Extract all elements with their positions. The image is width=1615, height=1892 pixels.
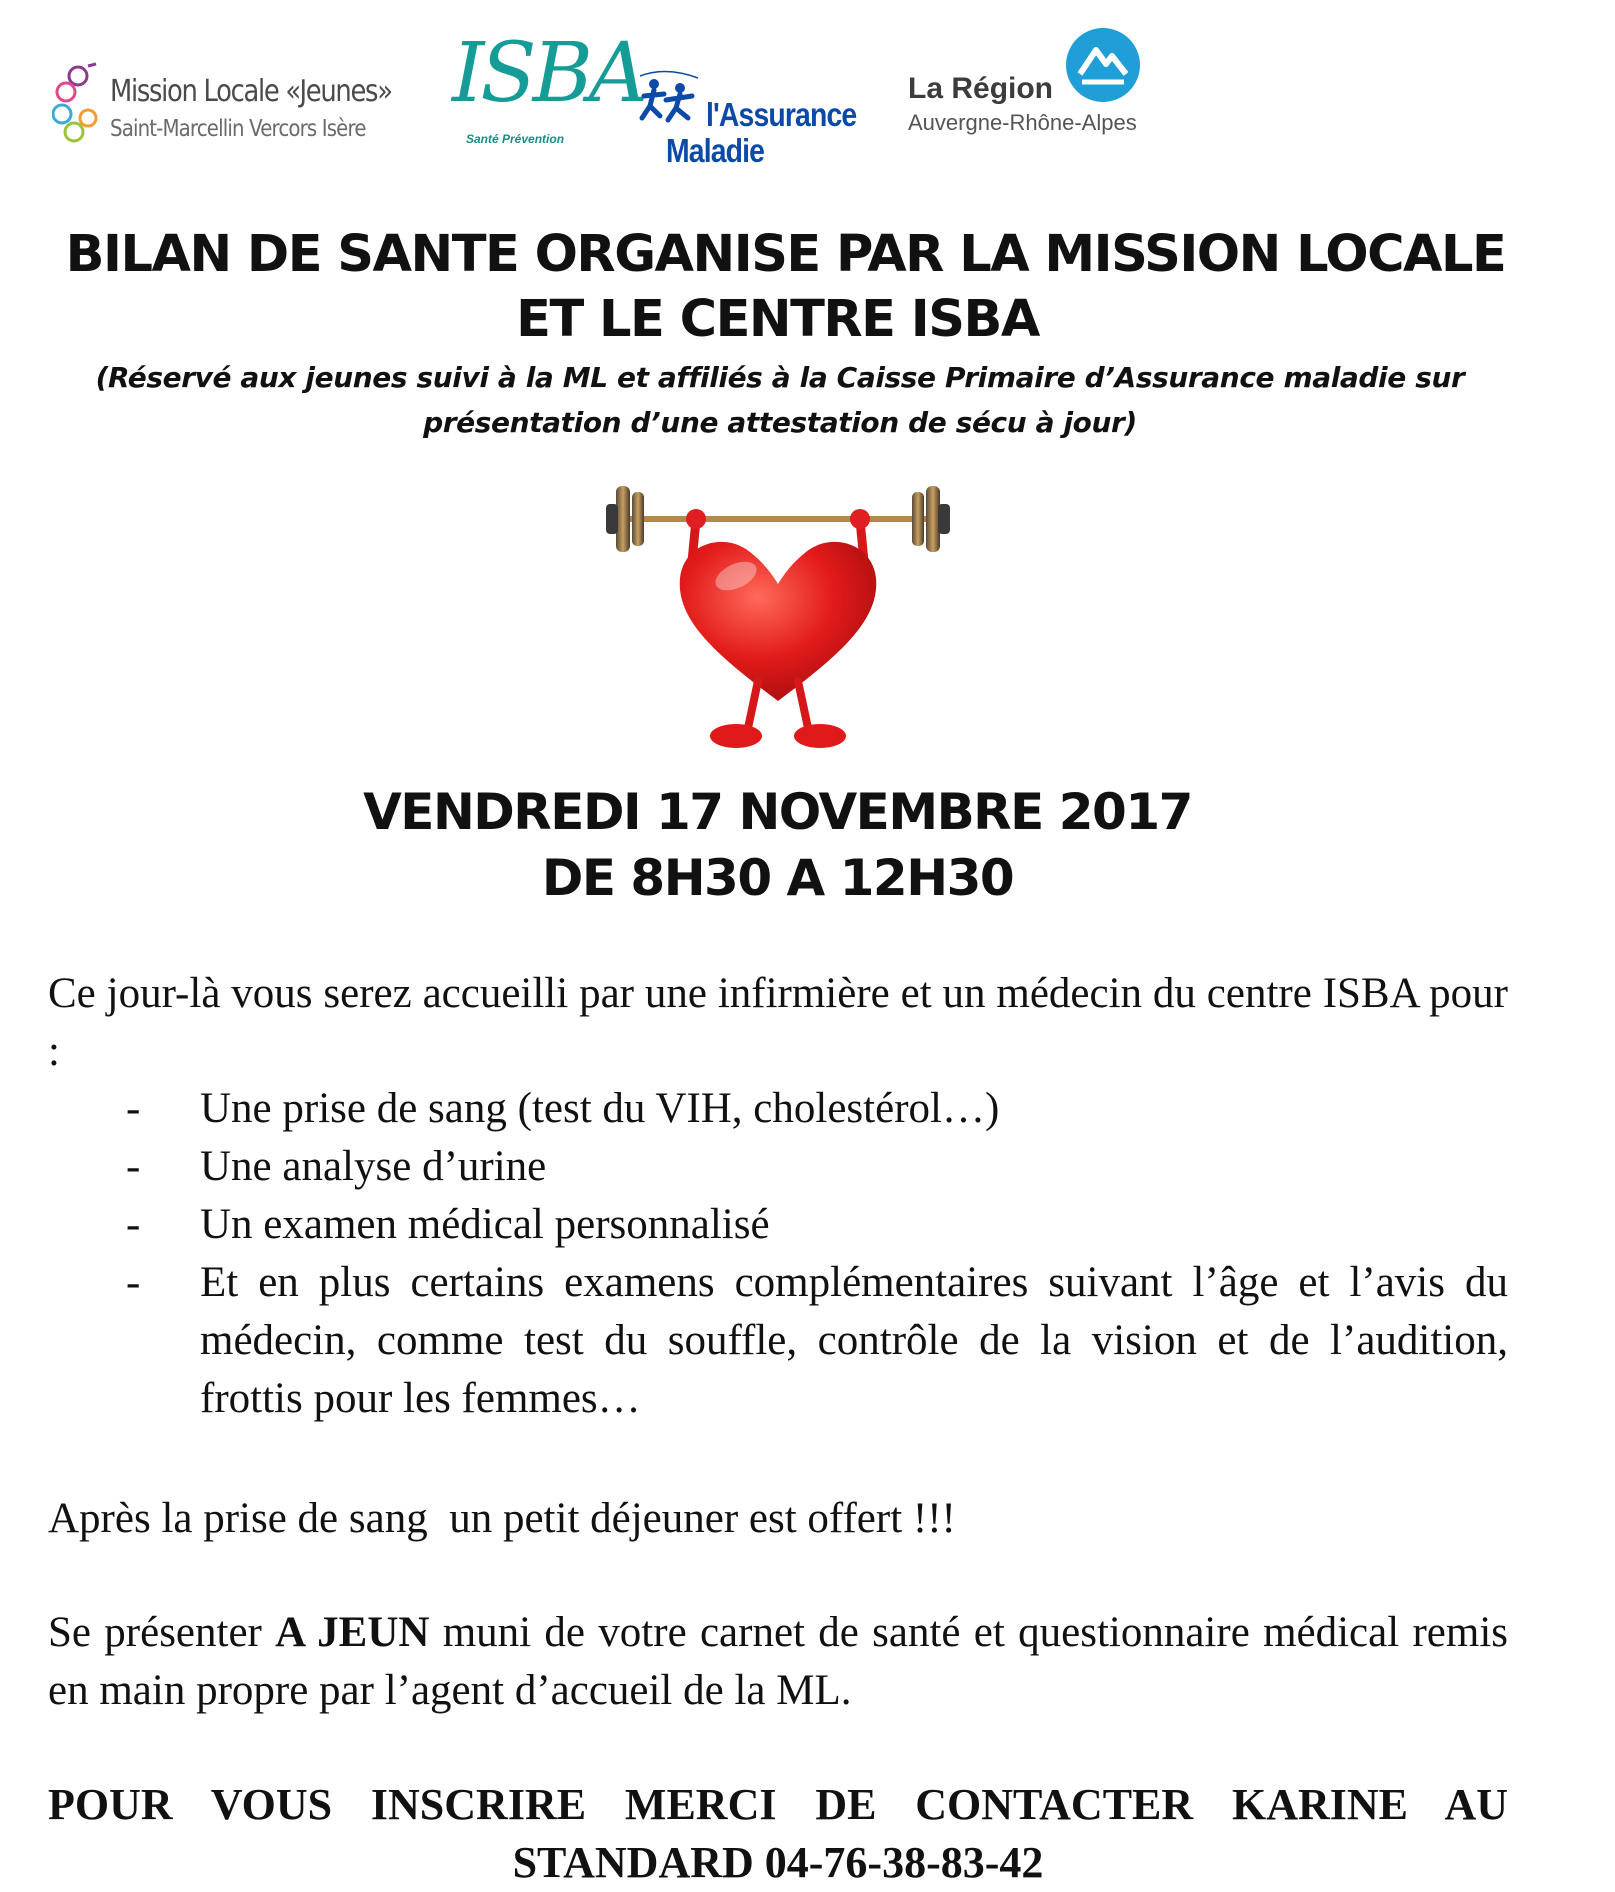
- event-hours: DE 8H30 A 12H30: [541, 849, 1014, 907]
- assurance-maladie-logo: [636, 52, 876, 172]
- page-title-line2: ET LE CENTRE ISBA: [516, 290, 1039, 349]
- list-item-text: Une prise de sang (test du VIH, cholestérol…): [200, 1085, 1000, 1132]
- bullet-dash: -: [126, 1143, 141, 1190]
- mission-locale-location: Saint-Marcellin Vercors Isère: [110, 116, 366, 142]
- event-date: VENDREDI 17 NOVEMBRE 2017: [363, 783, 1192, 841]
- bullet-dash: -: [126, 1085, 141, 1132]
- eligibility-note-line1: (Réservé aux jeunes suivi à la ML et affiliés à la Caisse Primaire d’Assurance maladie sur: [95, 361, 1465, 394]
- isba-wordmark: ISBA: [452, 26, 645, 121]
- list-item: [48, 1254, 1508, 1428]
- exam-list: [48, 1080, 1508, 1428]
- mission-locale-rings-icon: [52, 62, 108, 152]
- eligibility-note-line2: présentation d’une attestation de sécu à jour): [423, 406, 1137, 439]
- assurance-maladie-line1: l'Assurance: [706, 96, 857, 133]
- registration-contact-line2: STANDARD 04-76-38-83-42: [512, 1838, 1044, 1887]
- list-item: [48, 1138, 1508, 1196]
- isba-tagline: Santé Prévention: [466, 132, 565, 146]
- heart-lifting-barbell-icon: [598, 456, 958, 756]
- list-item: [48, 1196, 1508, 1254]
- region-logo: [906, 28, 1156, 148]
- mission-locale-logo: [52, 62, 392, 152]
- region-area: Auvergne-Rhône-Alpes: [908, 110, 1137, 135]
- list-item-text: Une analyse d’urine: [200, 1143, 547, 1190]
- assurance-maladie-line2: Maladie: [666, 132, 765, 169]
- mission-locale-name: Mission Locale «Jeunes»: [110, 74, 392, 109]
- region-circle-icon: [1066, 28, 1140, 102]
- bullet-dash: -: [126, 1259, 141, 1306]
- partner-logos: [0, 28, 1615, 178]
- page-title-line1: BILAN DE SANTE ORGANISE PAR LA MISSION LOCALE: [65, 225, 1506, 284]
- bullet-dash: -: [126, 1201, 141, 1248]
- list-item-text: Un examen médical personnalisé: [200, 1201, 770, 1248]
- fasting-instructions: [48, 1604, 1508, 1720]
- breakfast-note: Après la prise de sang un petit déjeuner est offert !!!: [48, 1495, 956, 1542]
- list-item-text: Et en plus certains examens complémentaires suivant l’âge et l’avis du médecin, comme test du souffle, contrôle de la vision et de l’audition, frottis pour les femmes…: [200, 1259, 1508, 1422]
- isba-logo: [452, 26, 645, 162]
- fasting-instructions-start: Se présenter: [48, 1609, 276, 1656]
- region-name: La Région: [908, 72, 1054, 105]
- registration-contact-line1: POUR VOUS INSCRIRE MERCI DE CONTACTER KARINE AU: [48, 1780, 1508, 1829]
- intro-paragraph: Ce jour-là vous serez accueilli par une infirmière et un médecin du centre ISBA pour :: [48, 970, 1508, 1075]
- fasting-instructions-end: muni de votre carnet de santé et questionnaire médical remis en main propre par l’agent d’accueil de la ML.: [48, 1609, 1508, 1714]
- assurance-maladie-figures-icon: [636, 70, 706, 130]
- list-item: [48, 1080, 1508, 1138]
- fasting-emphasis: A JEUN: [275, 1609, 430, 1656]
